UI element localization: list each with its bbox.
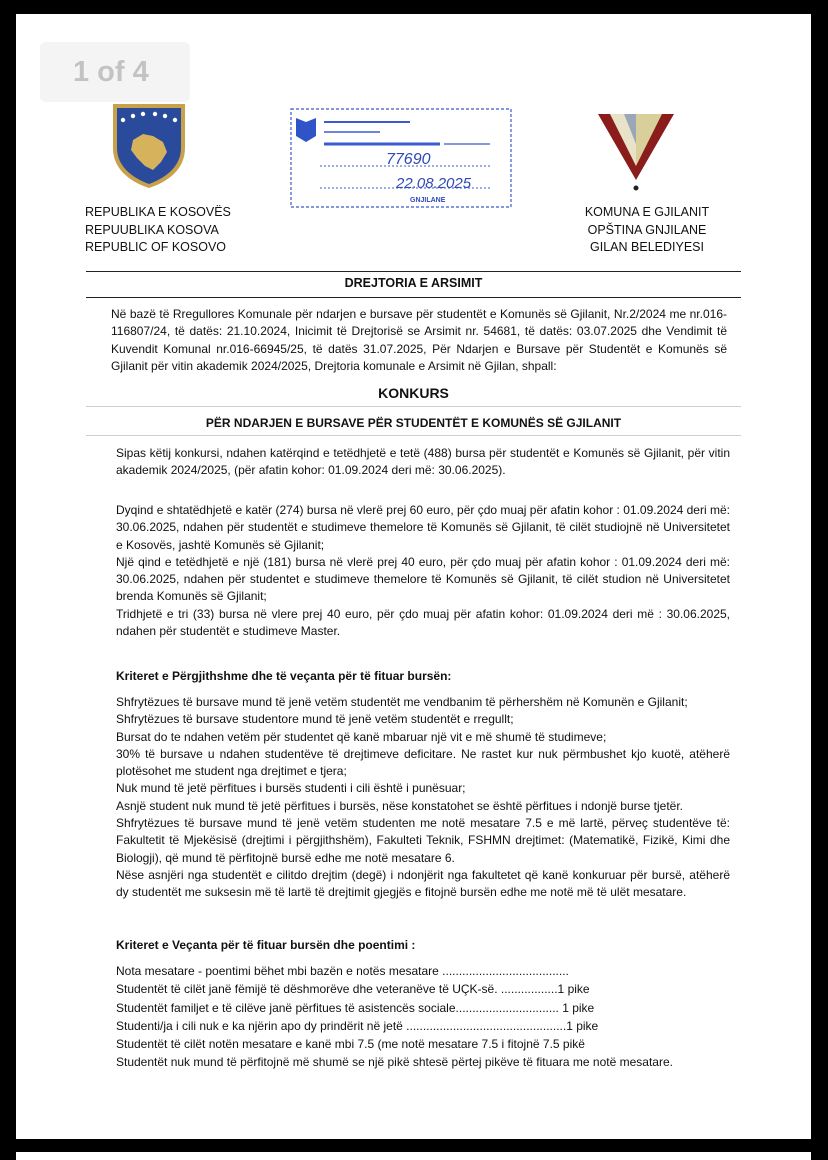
stamp-date: 22.08.2025 [396,175,472,192]
points-heading: Kriteret e Veçanta për të fituar bursën dhe poentimi : [116,938,416,952]
criteria-item: Nuk mund të jetë përfitues i bursës studenti i cili është i punësuar; [116,781,466,796]
header-right-line: KOMUNA E GJILANIT [584,205,710,219]
header-right [536,204,758,257]
points-list [116,962,730,1072]
gjilan-emblem-icon [596,110,676,192]
points-item: Studenti/ja i cili nuk e ka njërin apo dy prindërit në jetë ................................................1 pike [116,1018,599,1033]
criteria-item: 30% të bursave u ndahen studentëve të drejtimeve deficitare. Ne rastet kur nuk përmbushet kjo kuotë, atëherë plotësohet me student nga drejtimet e tjera; [116,746,730,779]
allocation-paragraph: Sipas këtij konkursi, ndahen katërqind e tetëdhjetë e tetë (488) bursa për studentët e Komunës së Gjilanit, për vitin akademik 2024/2025, (për afatin kohor: 01.09.2024 deri më: 30.06.2025). [116,446,730,478]
scholarship-group: Tridhjetë e tri (33) bursa në vlere prej 40 euro, për çdo muaj për afatin kohor: 01.09.2024 deri më : 30.06.2025, ndahen për studentët e studimeve Master. [116,606,730,639]
header-left-line: REPUUBLIKA KOSOVA [85,222,219,237]
document-subtitle: PËR NDARJEN E BURSAVE PËR STUDENTËT E KOMUNËS SË GJILANIT [205,416,622,430]
header-left-line: REPUBLIKA E KOSOVËS [85,205,231,219]
header-right-line: GILAN BELEDIYESI [590,240,704,254]
scholarship-group: Dyqind e shtatëdhjetë e katër (274) bursa në vlerë prej 60 euro, për çdo muaj për afatin kohor : 01.09.2024 deri më: 30.06.2025, ndahen për studentët e studimeve themelore të Komunës së Gjilanit, të cilët studiojnë në Universitetet e Kosovës, jashtë Komunës së Gjilanit; [116,503,730,552]
criteria-item: Nëse asnjëri nga studentët e cilitdo drejtim (degë) i ndonjërit nga fakultetet që kanë konkuruar për bursë, atëherë dy studentët me suksesin më të lartë të drejtimit gjegjës e fitojnë bursën edhe me notë më të ulët mesatare. [116,867,730,900]
points-item: Studentët të cilët janë fëmijë të dëshmorëve dhe veteranëve të UÇK-së. .................1 pike [116,982,590,997]
header-right-line: OPŠTINA GNJILANE [587,222,707,237]
header-left [85,204,231,257]
next-page-edge[interactable] [16,1152,811,1160]
criteria-item: Shfrytëzues të bursave mund të jenë vetëm studenten me notë mesatare 7.5 e më lartë, përveç studentëve të: Fakultetit të Mjekësisë (drejtimi i përgjithshëm), Fakulteti Teknik, FSHMN drejtimet: (Matematikë, Fizikë, Kimi dhe Biologji), që mund të përfitojnë bursë edhe me notë mesatare 6. [116,816,730,865]
points-item: Nota mesatare - poentimi bëhet mbi bazën e notës mesatare ...................................... [116,964,569,978]
scholarship-groups [116,502,730,640]
scholarship-group: Një qind e tetëdhjetë e një (181) bursa në vlerë prej 40 euro, për çdo muaj për afatin kohor : 01.09.2024 deri më: 30.06.2025, ndahen për studentet e studimeve themelore të Komunës së Gjilanit, të cilët studion në Universitetet brenda Komunës së Gjilanit; [116,554,730,604]
stamp-office: GNJILANE [410,197,446,204]
kosovo-coat-of-arms-icon [109,100,189,190]
directorate-title: DREJTORIA E ARSIMIT [344,276,483,290]
document-page[interactable] [16,14,811,1139]
faint-divider [86,435,741,436]
faint-divider [86,406,741,407]
points-item: Studentët familjet e të cilëve janë përfitues të asistencës sociale............................... 1 pike [116,1000,595,1015]
criteria-item: Shfrytëzues të bursave mund të jenë vetëm studentët me vendbanim të përhershëm në Komunën e Gjilanit; [116,695,688,709]
document-title: KONKURS [378,385,449,401]
criteria-list [116,694,730,902]
criteria-item: Bursat do te ndahen vetëm për studentet që kanë mbaruar një vit e më shumë të studimeve; [116,729,607,744]
criteria-item: Shfrytëzues të bursave studentore mund të jenë vetëm studentët e rregullt; [116,712,514,727]
stamp-number: 77690 [386,151,431,168]
points-item: Studentët të cilët notën mesatare e kanë mbi 7.5 (me notë mesatare 7.5 i fitojnë 7.5 pikë [116,1037,585,1052]
divider-bottom [86,297,741,298]
header-left-line: REPUBLIC OF KOSOVO [85,240,227,254]
intro-paragraph: Në bazë të Rregullores Komunale për ndarjen e bursave për studentët e Komunës së Gjilanit, Nr.2/2024 me nr.016-116807/24, të datës: 21.10.2024, Inicimit të Drejtorisë se Arsimit nr. 54681, të datës: 03.07.2025 dhe Vendimit të Kuvendit Komunal nr.016-66945/25, të datës 31.07.2025, Për Ndarjen e Bursave për Studentët e Komunës së Gjilanit për vitin akademik 2024/2025, Drejtoria komunale e Arsimit në Gjilan, shpall: [111,307,727,373]
page-indicator: 1 of 4 [40,42,190,102]
divider-top [86,271,741,272]
points-item: Studentët nuk mund të përfitojnë më shumë se një pikë shtesë përtej pikëve të fituara me notë mesatare. [116,1055,673,1070]
criteria-item: Asnjë student nuk mund të jetë përfitues i bursës, nëse konstatohet se është përfitues i ndonjë burse tjetër. [116,798,684,813]
criteria-heading: Kriteret e Përgjithshme dhe të veçanta për të fituar bursën: [116,669,452,683]
registry-stamp [290,108,512,208]
